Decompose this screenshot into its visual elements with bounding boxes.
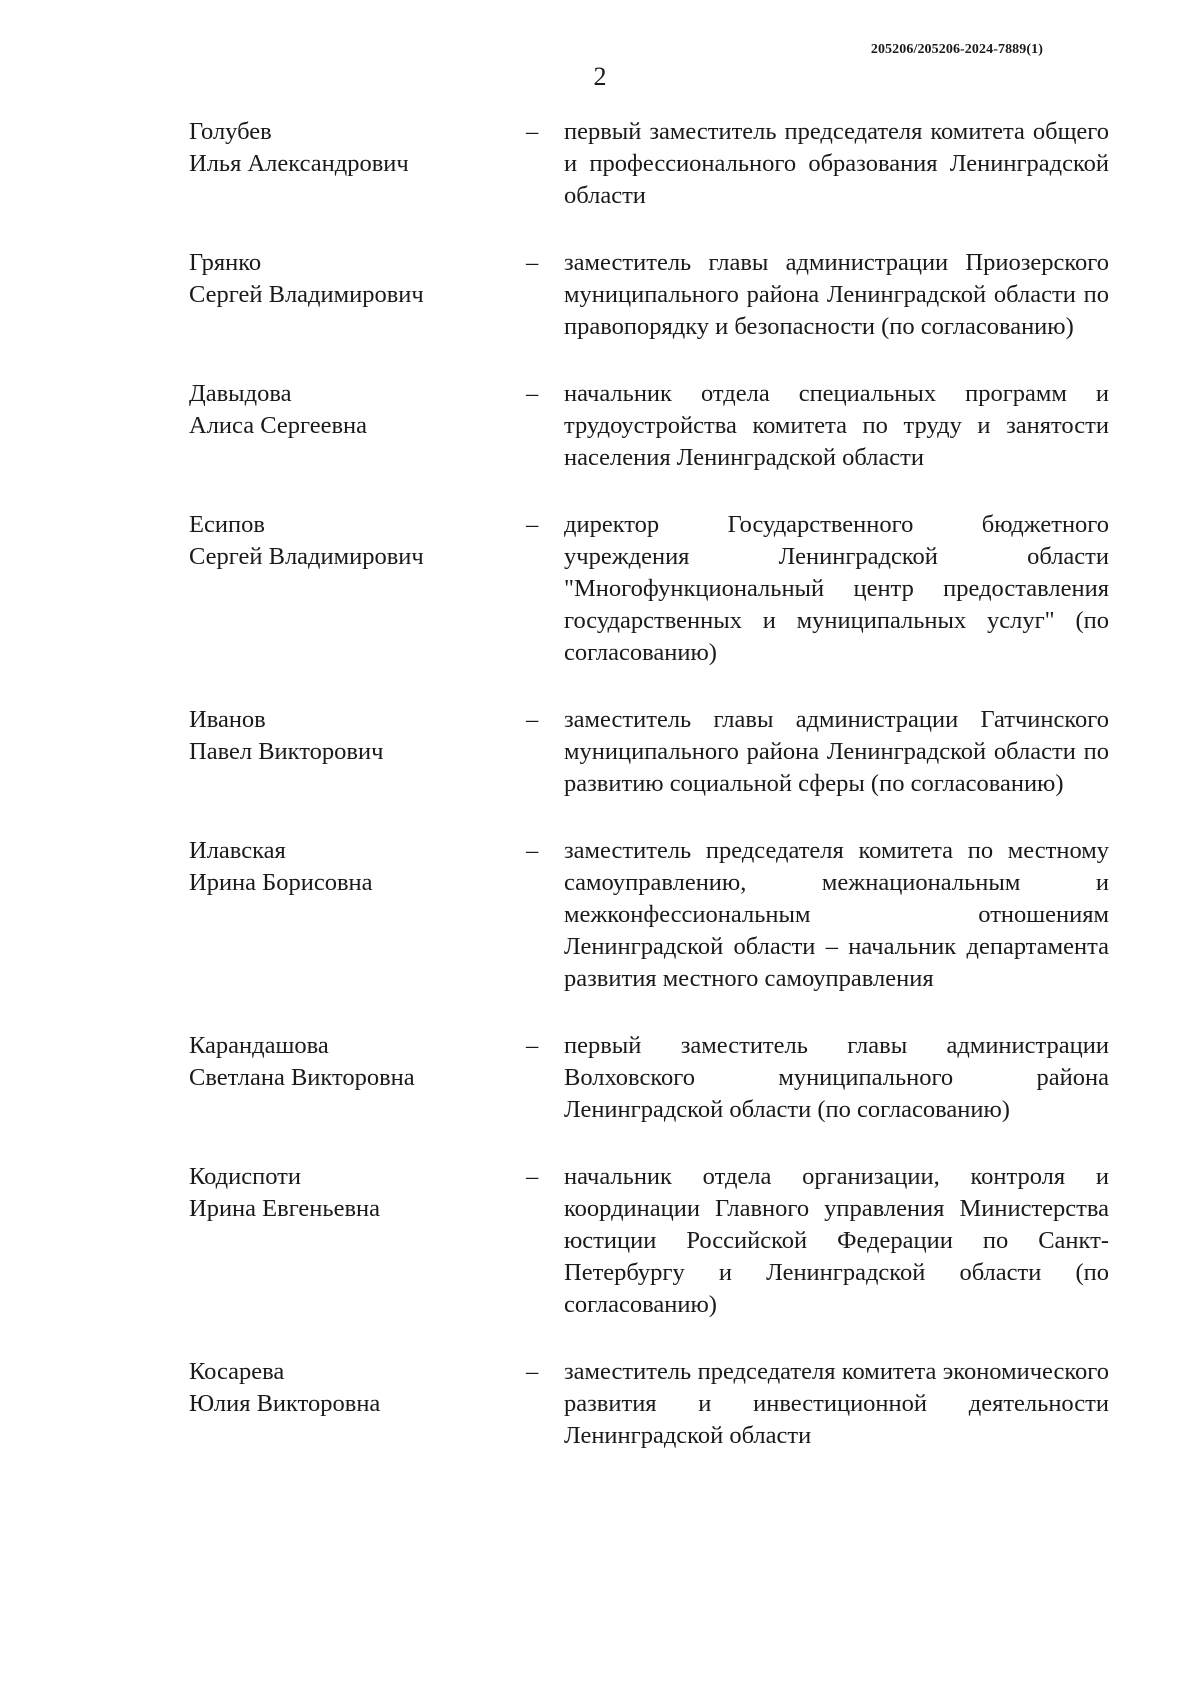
member-given-names: Павел Викторович <box>189 738 384 765</box>
member-name <box>189 1161 526 1225</box>
dash-separator: – <box>526 511 539 538</box>
dash-separator: – <box>526 837 539 864</box>
member-entry <box>189 1356 1119 1452</box>
member-surname: Голубев <box>189 118 272 145</box>
member-name <box>189 1356 526 1420</box>
member-position: начальник отдела организации, контроля и координации Главного управления Министерства юстиции Российской Федерации по Санкт-Петербургу и Ленинградской области (по согласованию) <box>564 1163 1109 1318</box>
member-surname: Илавская <box>189 837 286 864</box>
dash-separator: – <box>526 1163 539 1190</box>
member-given-names: Илья Александрович <box>189 150 409 177</box>
member-entry <box>189 835 1119 995</box>
member-position: заместитель председателя комитета экономического развития и инвестиционной деятельности Ленинградской области <box>564 1358 1109 1449</box>
member-position: начальник отдела специальных программ и трудоустройства комитета по труду и занятости населения Ленинградской области <box>564 380 1109 471</box>
member-name <box>189 509 526 573</box>
member-surname: Кодиспоти <box>189 1163 301 1190</box>
document-id: 205206/205206-2024-7889(1) <box>870 42 1043 57</box>
member-position: заместитель главы администрации Гатчинского муниципального района Ленинградской области по развитию социальной сферы (по согласованию) <box>564 706 1109 797</box>
member-name <box>189 704 526 768</box>
member-entry <box>189 509 1119 669</box>
member-given-names: Сергей Владимирович <box>189 281 424 308</box>
member-entry <box>189 378 1119 474</box>
member-surname: Есипов <box>189 511 265 538</box>
member-surname: Косарева <box>189 1358 285 1385</box>
member-given-names: Юлия Викторовна <box>189 1390 381 1417</box>
member-entry <box>189 1161 1119 1321</box>
member-entry <box>189 116 1119 212</box>
dash-separator: – <box>526 1358 539 1385</box>
dash-separator: – <box>526 249 539 276</box>
member-surname: Иванов <box>189 706 266 733</box>
member-given-names: Сергей Владимирович <box>189 543 424 570</box>
member-given-names: Алиса Сергеевна <box>189 412 367 439</box>
member-entry <box>189 247 1119 343</box>
member-name <box>189 247 526 311</box>
member-position: заместитель председателя комитета по местному самоуправлению, межнациональным и межконфессиональным отношениям Ленинградской области – начальник департамента развития местного самоуправления <box>564 837 1109 992</box>
members-list <box>189 116 1119 1452</box>
page-number: 2 <box>593 62 607 91</box>
member-entry <box>189 704 1119 800</box>
member-entry <box>189 1030 1119 1126</box>
dash-separator: – <box>526 118 539 145</box>
member-name <box>189 116 526 180</box>
member-given-names: Ирина Евгеньевна <box>189 1195 381 1222</box>
member-given-names: Светлана Викторовна <box>189 1064 415 1091</box>
member-surname: Давыдова <box>189 380 292 407</box>
dash-separator: – <box>526 380 539 407</box>
member-position: первый заместитель председателя комитета общего и профессионального образования Ленинградской области <box>564 118 1109 209</box>
dash-separator: – <box>526 1032 539 1059</box>
member-position: первый заместитель главы администрации Волховского муниципального района Ленинградской области (по согласованию) <box>564 1032 1109 1123</box>
member-given-names: Ирина Борисовна <box>189 869 373 896</box>
member-position: директор Государственного бюджетного учреждения Ленинградской области "Многофункциональный центр предоставления государственных и муниципальных услуг" (по согласованию) <box>564 511 1109 666</box>
member-surname: Грянко <box>189 249 262 276</box>
member-name <box>189 378 526 442</box>
member-name <box>189 1030 526 1094</box>
dash-separator: – <box>526 706 539 733</box>
member-position: заместитель главы администрации Приозерского муниципального района Ленинградской области по правопорядку и безопасности (по согласованию) <box>564 249 1109 340</box>
member-name <box>189 835 526 899</box>
member-surname: Карандашова <box>189 1032 329 1059</box>
